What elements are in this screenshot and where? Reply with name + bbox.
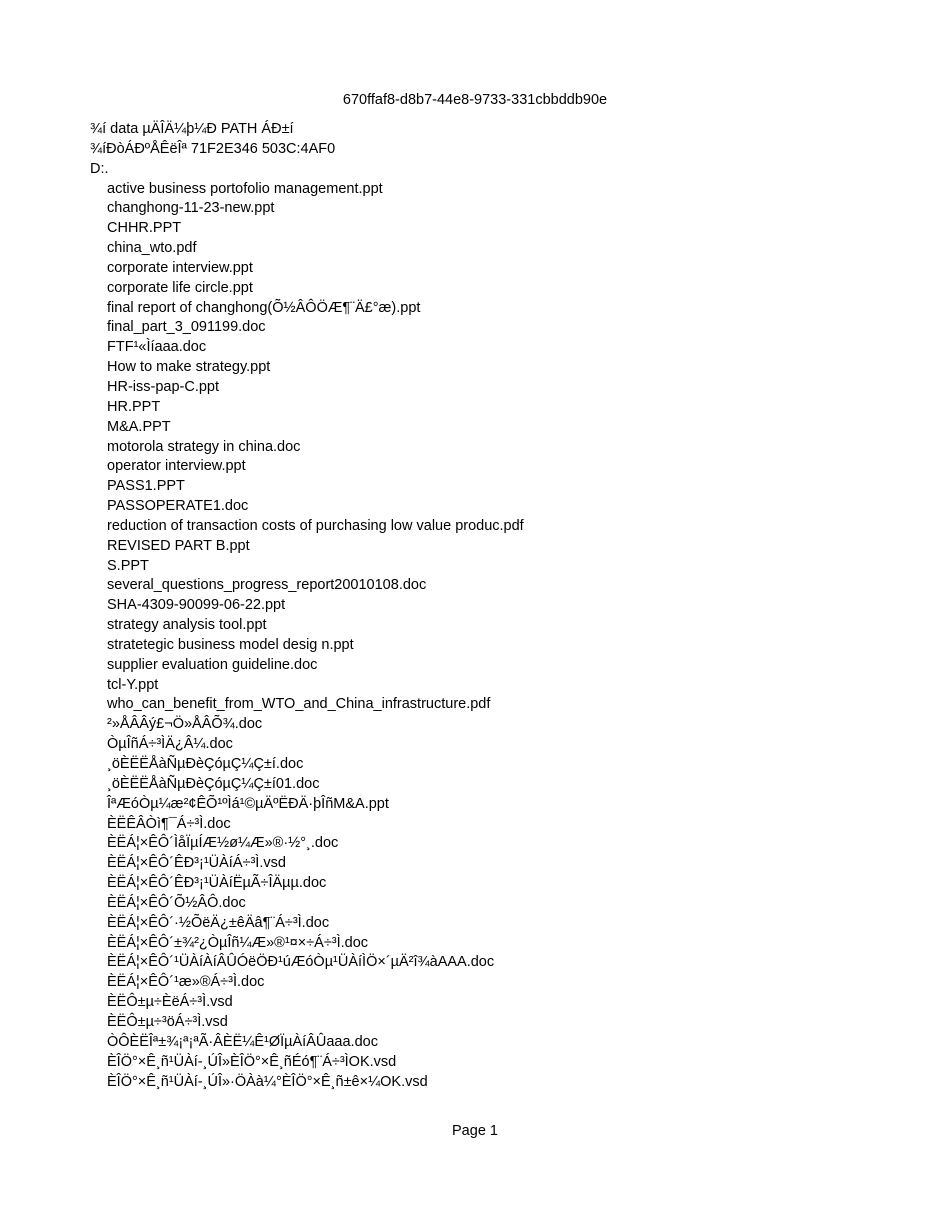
file-entry: reduction of transaction costs of purchasing low value produc.pdf — [107, 517, 524, 534]
file-entry: SHA-4309-90099-06-22.ppt — [107, 597, 286, 614]
file-entry: supplier evaluation guideline.doc — [107, 656, 318, 673]
file-entry: M&A.PPT — [107, 418, 171, 435]
file-entry: changhong-11-23-new.ppt — [107, 200, 275, 217]
file-entry: ÈËÁ¦×ÊÔ´Õ½ÂÔ.doc — [107, 894, 246, 911]
file-entry: PASS1.PPT — [107, 478, 185, 495]
file-entry: ¸öÈËËÅàÑµÐèÇóµÇ¼Ç±í01.doc — [107, 775, 320, 792]
file-entry: ÈËÊÂÒì¶¯Á÷³Ì.doc — [107, 815, 231, 832]
file-entry: who_can_benefit_from_WTO_and_China_infrastructure.pdf — [107, 696, 491, 713]
file-entry: How to make strategy.ppt — [107, 359, 271, 376]
file-entry: ÈËÔ±µ÷ÈëÁ÷³Ì.vsd — [107, 994, 233, 1011]
file-entry: ÈËÁ¦×ÊÔ´ÌåÏµÍÆ½ø¼Æ»®·½°¸.doc — [107, 835, 339, 852]
file-entry: ÒµÎñÁ÷³ÌÄ¿Â¼.doc — [107, 736, 233, 753]
file-entry: ²»ÅÂÂý£¬Ö»ÅÂÕ¾.doc — [107, 716, 263, 733]
file-entry: china_wto.pdf — [107, 240, 197, 257]
file-entry: HR.PPT — [107, 398, 161, 415]
file-entry: tcl-Y.ppt — [107, 676, 159, 693]
file-entry: HR-iss-pap-C.ppt — [107, 378, 219, 395]
file-entry: motorola strategy in china.doc — [107, 438, 301, 455]
file-entry: ÈËÔ±µ÷³öÁ÷³Ì.vsd — [107, 1013, 228, 1030]
volume-line: ¾í data µÄÎÄ¼þ¼Ð PATH ÁÐ±í — [90, 121, 294, 137]
drive-line: D:. — [90, 160, 109, 177]
directory-listing — [90, 120, 930, 1092]
file-entry: PASSOPERATE1.doc — [107, 498, 249, 515]
file-entry: ÈËÁ¦×ÊÔ´¹ÜÀíÀíÂÛÓëÖÐ¹úÆóÒµ¹ÜÀíÌÖ×´µÄ²î¾àAAA.doc — [107, 954, 495, 971]
file-entry: ÈÎÖ°×Ê¸ñ¹ÜÀí-¸ÚÎ»ÈÎÖ°×Ê¸ñÉó¶¨Á÷³ÌOK.vsd — [107, 1053, 397, 1070]
file-entry: REVISED PART B.ppt — [107, 537, 250, 554]
file-entry: CHHR.PPT — [107, 220, 182, 237]
file-entry: ÒÔÈËÎª±¾¡ª¡ªÃ·ÂÈË¼Ê¹ØÏµÀíÂÛaaa.doc — [107, 1033, 378, 1050]
file-entry: final_part_3_091199.doc — [107, 319, 266, 336]
file-entry: ÈËÁ¦×ÊÔ´·½ÕëÄ¿±êÄâ¶¨Á÷³Ì.doc — [107, 914, 330, 931]
file-entry: ÈËÁ¦×ÊÔ´±¾²¿ÒµÎñ¼Æ»®¹¤×÷Á÷³Ì.doc — [107, 934, 369, 951]
file-entry: operator interview.ppt — [107, 458, 246, 475]
file-entry: ÈËÁ¦×ÊÔ´ÊÐ³¡¹ÜÀíËµÃ÷ÎÄµµ.doc — [107, 875, 327, 892]
file-list — [90, 180, 930, 1093]
file-entry: active business portofolio management.ppt — [107, 180, 383, 197]
file-entry: ÈÎÖ°×Ê¸ñ¹ÜÀí-¸ÚÎ»·ÖÀà¼°ÈÎÖ°×Ê¸ñ±ê×¼OK.vsd — [107, 1073, 428, 1090]
file-entry: ÈËÁ¦×ÊÔ´¹æ»®Á÷³Ì.doc — [107, 974, 265, 991]
file-entry: FTF¹«Ìíaaa.doc — [107, 339, 207, 356]
file-entry: corporate life circle.ppt — [107, 279, 253, 296]
file-entry: ÈËÁ¦×ÊÔ´ÊÐ³¡¹ÜÀíÁ÷³Ì.vsd — [107, 855, 286, 872]
file-entry: stratetegic business model desig n.ppt — [107, 636, 354, 653]
file-entry: several_questions_progress_report20010108.doc — [107, 577, 427, 594]
page-number: Page 1 — [452, 1123, 498, 1139]
file-entry: ÎªÆóÒµ¼æ²¢ÊÕ¹ºÌá¹©µÄºËÐÄ·þÎñM&A.ppt — [107, 795, 389, 812]
file-entry: S.PPT — [107, 557, 149, 574]
file-entry: strategy analysis tool.ppt — [107, 617, 267, 634]
serial-number-line: ¾íÐòÁÐºÅÊëÎª 71F2E346 503C:4AF0 — [90, 140, 336, 157]
file-entry: corporate interview.ppt — [107, 259, 253, 276]
document-id-header: 670ffaf8-d8b7-44e8-9733-331cbbddb90e — [342, 92, 608, 108]
file-entry: final report of changhong(Õ½ÂÔÖÆ¶¨Ä£°æ).ppt — [107, 299, 421, 316]
file-entry: ¸öÈËËÅàÑµÐèÇóµÇ¼Ç±í.doc — [107, 756, 304, 772]
